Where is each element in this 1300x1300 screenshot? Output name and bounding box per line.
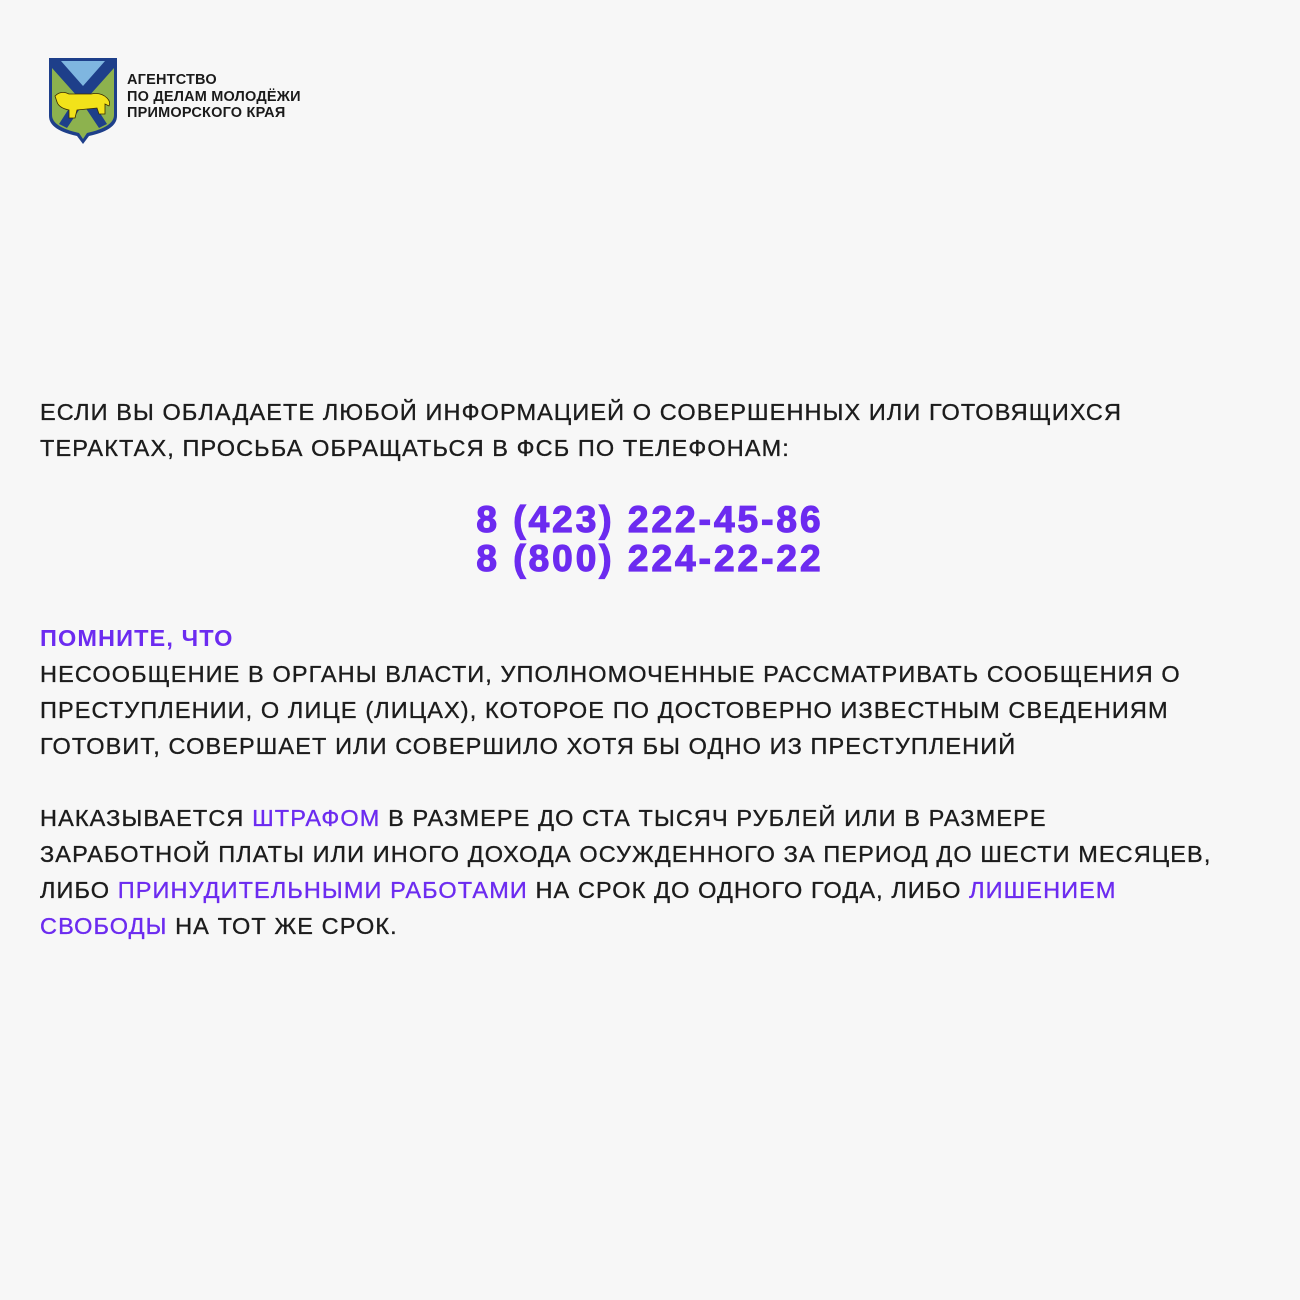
remember-heading: ПОМНИТЕ, ЧТО: [40, 625, 234, 651]
text-line: [40, 430, 1122, 466]
highlighted-text: ШТРАФОМ: [252, 805, 381, 831]
text-line: [40, 800, 1211, 836]
text-line: [40, 728, 1181, 764]
text-line: [40, 908, 1211, 944]
text-line: [40, 836, 1211, 872]
text-segment: В РАЗМЕРЕ ДО СТА ТЫСЯЧ РУБЛЕЙ ИЛИ В РАЗМЕРЕ: [380, 805, 1047, 831]
agency-name-line: АГЕНТСТВО: [127, 72, 217, 89]
text-line: [40, 692, 1181, 728]
remember-paragraph: [40, 656, 1181, 764]
text-segment: НА ТОТ ЖЕ СРОК.: [167, 913, 398, 939]
coat-of-arms-icon: [47, 56, 119, 146]
text-line: [40, 394, 1122, 430]
penalty-paragraph: [40, 800, 1211, 944]
text-segment: ГОТОВИТ, СОВЕРШАЕТ ИЛИ СОВЕРШИЛО ХОТЯ БЫ ОДНО ИЗ ПРЕСТУПЛЕНИЙ: [40, 733, 1017, 759]
phone-numbers: [0, 500, 1300, 578]
text-line: [40, 872, 1211, 908]
agency-name-line: ПРИМОРСКОГО КРАЯ: [127, 105, 286, 122]
text-segment: ЗАРАБОТНОЙ ПЛАТЫ ИЛИ ИНОГО ДОХОДА ОСУЖДЕННОГО ЗА ПЕРИОД ДО ШЕСТИ МЕСЯЦЕВ,: [40, 841, 1212, 867]
agency-name: [127, 72, 301, 122]
phone-number[interactable]: 8 (423) 222-45-86: [476, 499, 824, 540]
highlighted-text: ПРИНУДИТЕЛЬНЫМИ РАБОТАМИ: [117, 877, 528, 903]
text-segment: НА СРОК ДО ОДНОГО ГОДА, ЛИБО: [527, 877, 970, 903]
phone-number[interactable]: 8 (800) 224-22-22: [476, 538, 824, 579]
text-segment: ЕСЛИ ВЫ ОБЛАДАЕТЕ ЛЮБОЙ ИНФОРМАЦИЕЙ О СОВЕРШЕННЫХ ИЛИ ГОТОВЯЩИХСЯ: [40, 399, 1123, 425]
text-segment: НАКАЗЫВАЕТСЯ: [40, 805, 253, 831]
highlighted-text: ЛИШЕНИЕМ: [969, 877, 1117, 903]
text-segment: ЛИБО: [40, 877, 118, 903]
agency-name-line: ПО ДЕЛАМ МОЛОДЁЖИ: [127, 88, 301, 105]
text-segment: ПРЕСТУПЛЕНИИ, О ЛИЦЕ (ЛИЦАХ), КОТОРОЕ ПО ДОСТОВЕРНО ИЗВЕСТНЫМ СВЕДЕНИЯМ: [40, 697, 1169, 723]
intro-paragraph: [40, 394, 1122, 466]
text-line: [40, 656, 1181, 692]
highlighted-text: СВОБОДЫ: [40, 913, 168, 939]
text-segment: ТЕРАКТАХ, ПРОСЬБА ОБРАЩАТЬСЯ В ФСБ ПО ТЕЛЕФОНАМ:: [40, 435, 790, 461]
text-segment: НЕСООБЩЕНИЕ В ОРГАНЫ ВЛАСТИ, УПОЛНОМОЧЕННЫЕ РАССМАТРИВАТЬ СООБЩЕНИЯ О: [40, 661, 1181, 687]
agency-logo: [47, 56, 301, 146]
